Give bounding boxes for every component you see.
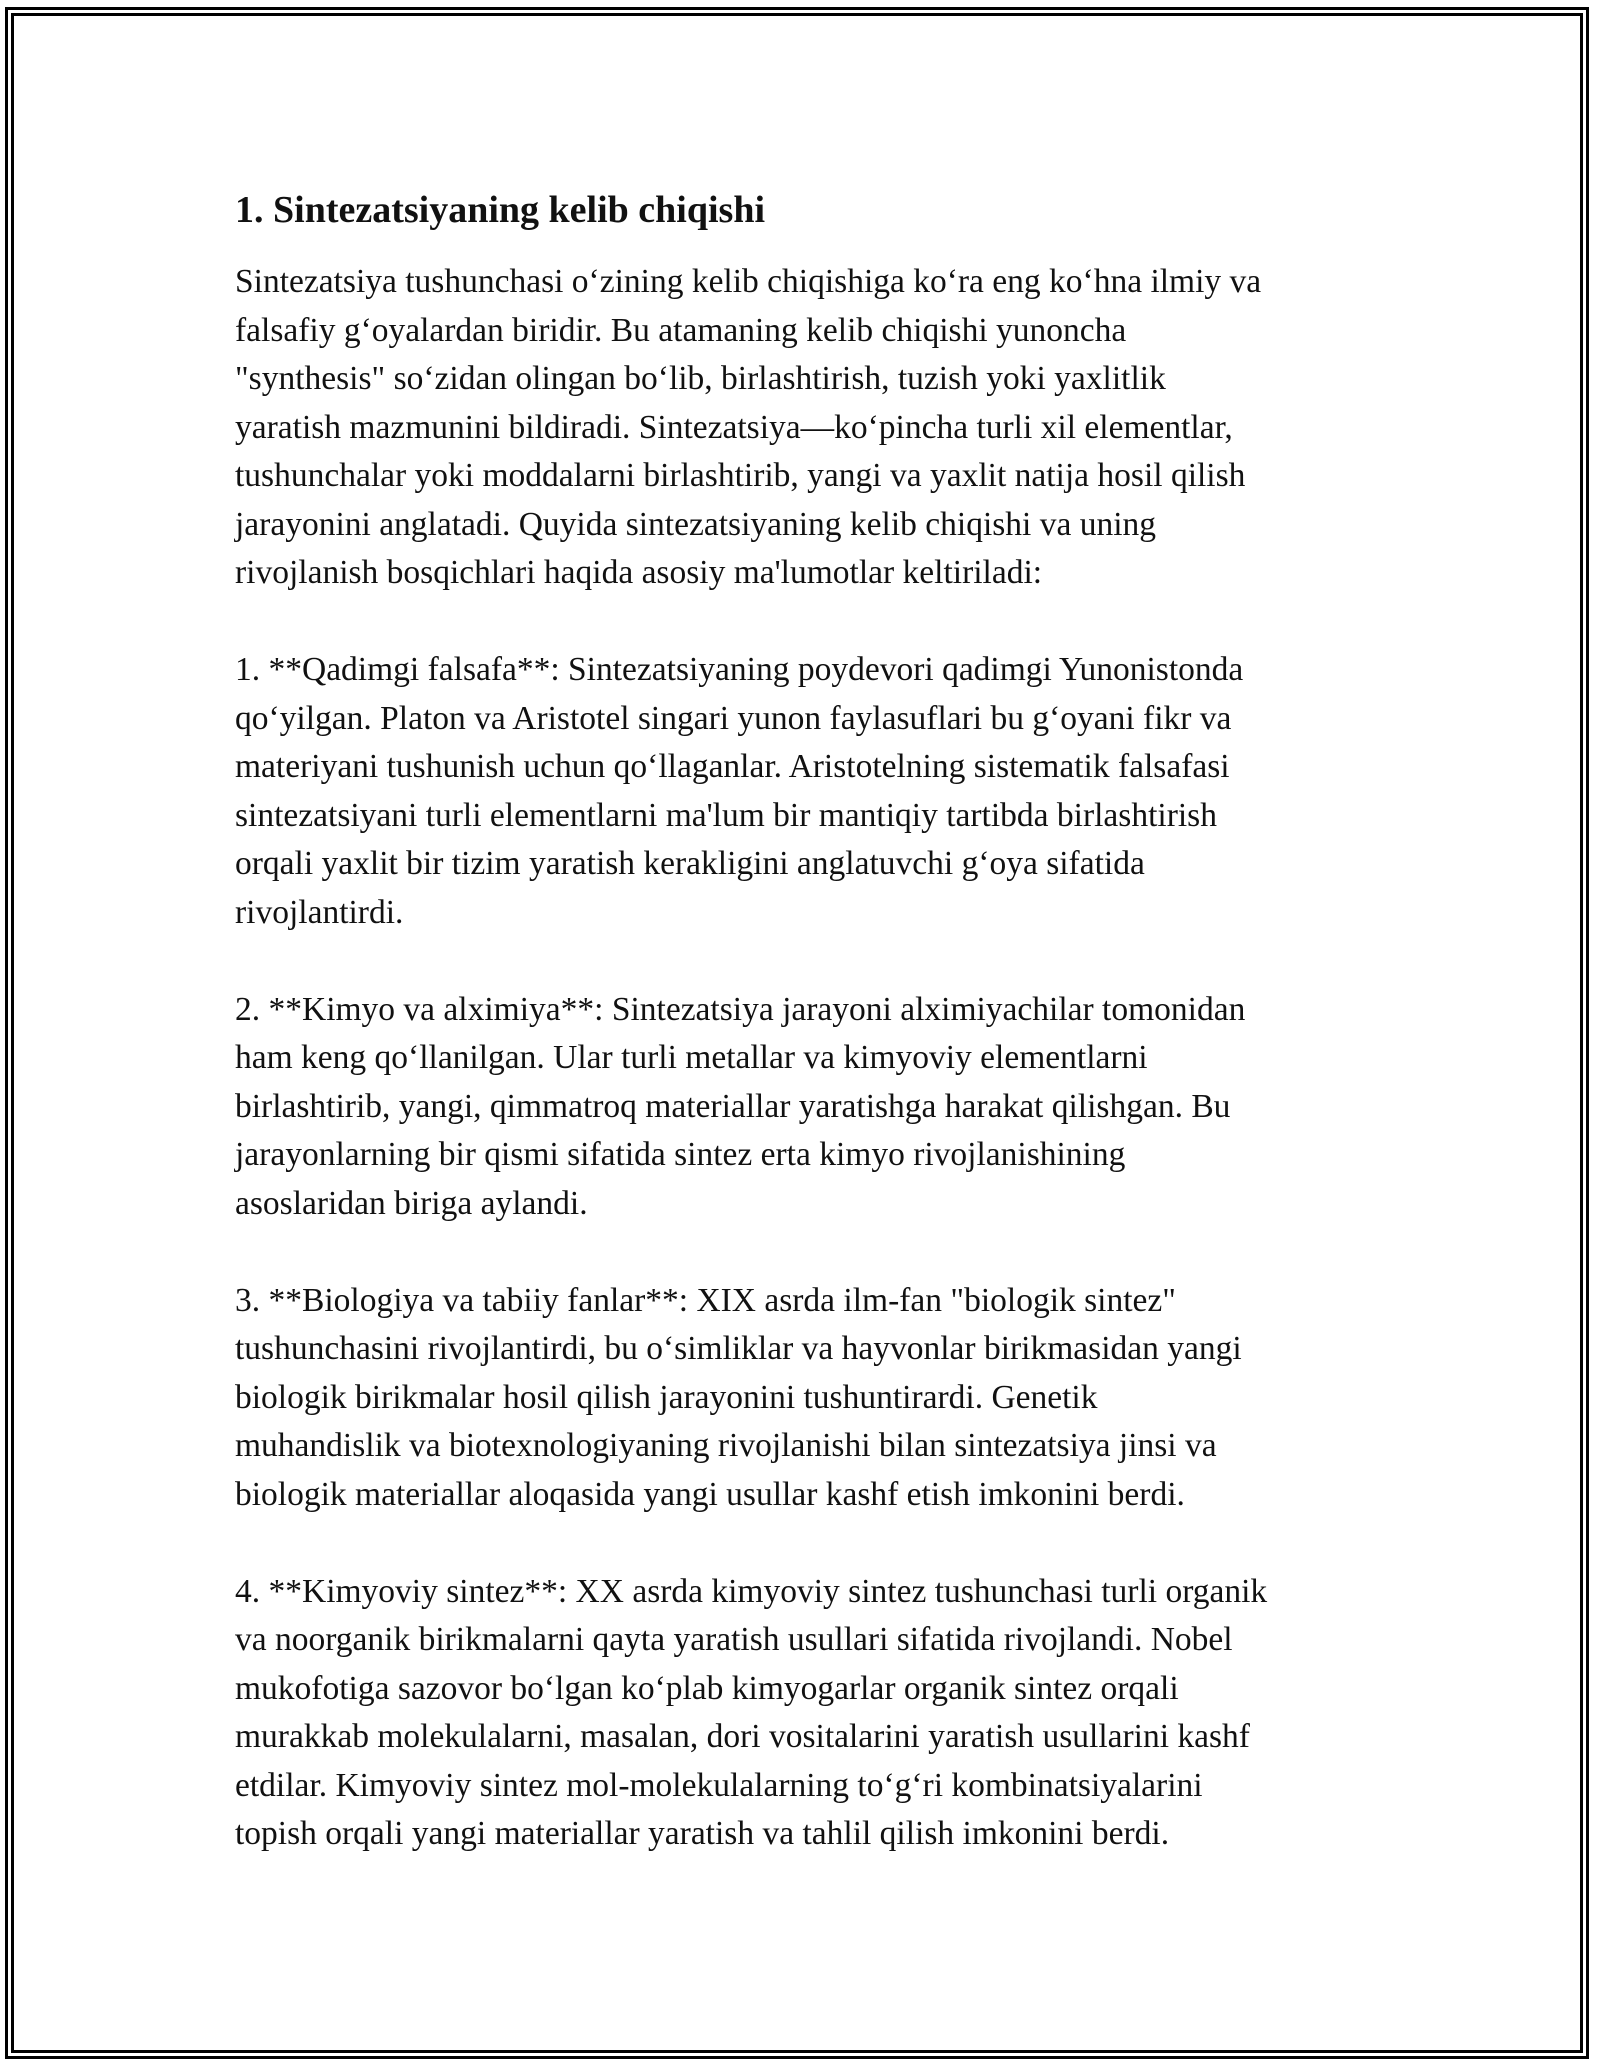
intro-paragraph: Sintezatsiya tushunchasi oʻzining kelib chiqishiga koʻra eng koʻhna ilmiy va falsafiy gʻoyalardan biridir. Bu atamaning kelib chiqishi yunoncha "synthesis" soʻzidan olingan boʻlib, birlashtirish, tuzish yoki yaxlitlik yaratish mazmunini bildiradi. Sintezatsiya—koʻpincha turli xil elementlar, tushunchalar yoki moddalarni birlashtirib, yangi va yaxlit natija hosil qilish jarayonini anglatadi. Quyida sintezatsiyaning kelib chiqishi va uning rivojlanish bosqichlari haqida asosiy ma'lumotlar keltiriladi: — [235, 263, 1262, 591]
list-item-ancient-philosophy: 1. **Qadimgi falsafa**: Sintezatsiyaning poydevori qadimgi Yunonistonda qoʻyilgan. Platon va Aristotel singari yunon faylasuflari bu gʻoyani fikr va materiyani tushunish uchun qoʻllaganlar. Aristotelning sistematik falsafasi sintezatsiyani turli elementlarni ma'lum bir mantiqiy tartibda birlashtirish orqali yaxlit bir tizim yaratish kerakligini anglatuvchi gʻoya sifatida rivojlantirdi. — [235, 651, 1244, 931]
list-item-chemistry-alchemy: 2. **Kimyo va alximiya**: Sintezatsiya jarayoni alximiyachilar tomonidan ham keng qoʻllanilgan. Ular turli metallar va kimyoviy elementlarni birlashtirib, yangi, qimmatroq materiallar yaratishga harakat qilishgan. Bu jarayonlarning bir qismi sifatida sintez erta kimyo rivojlanishining asoslaridan biriga aylandi. — [235, 990, 1246, 1222]
section-heading: 1. Sintezatsiyaning kelib chiqishi — [235, 189, 766, 231]
list-item-chemical-synthesis: 4. **Kimyoviy sintez**: XX asrda kimyoviy sintez tushunchasi turli organik va noorganik birikmalarni qayta yaratish usullari sifatida rivojlandi. Nobel mukofotiga sazovor boʻlgan koʻplab kimyogarlar organik sintez orqali murakkab molekulalarni, masalan, dori vositalarini yaratish usullarini kashf etdilar. Kimyoviy sintez mol-molekulalarning toʻgʻri kombinatsiyalarini topish orqali yangi materiallar yaratish va tahlil qilish imkonini berdi. — [235, 1572, 1268, 1852]
list-item-biology-natural-sciences: 3. **Biologiya va tabiiy fanlar**: XIX asrda ilm-fan "biologik sintez" tushunchasini rivojlantirdi, bu oʻsimliklar va hayvonlar birikmasidan yangi biologik birikmalar hosil qilish jarayonini tushuntirardi. Genetik muhandislik va biotexnologiyaning rivojlanishi bilan sintezatsiya jinsi va biologik materiallar aloqasida yangi usullar kashf etish imkonini berdi. — [235, 1281, 1242, 1513]
document-body — [235, 186, 1375, 1907]
